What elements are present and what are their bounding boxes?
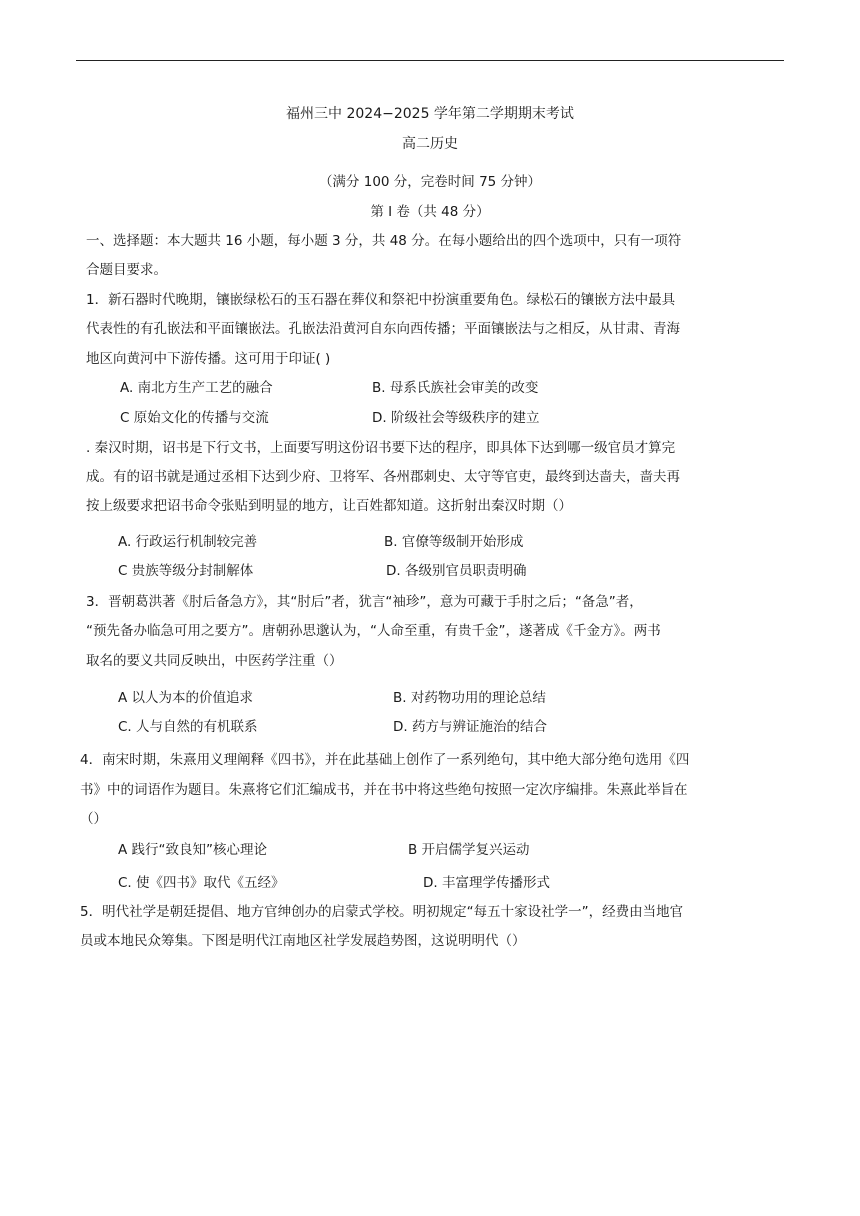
header-rule (76, 60, 784, 61)
question-4-option-d: D. 丰富理学传播形式 (423, 875, 550, 891)
question-1-option-a: A. 南北方生产工艺的融合 (120, 380, 273, 396)
question-2-line-1: . 秦汉时期，诏书是下行文书，上面要写明这份诏书要下达的程序，即具体下达到哪一级官员才算完 (86, 440, 676, 456)
question-2-option-d: D. 各级别官员职责明确 (386, 563, 527, 579)
question-1-option-d: D. 阶级社会等级秩序的建立 (372, 410, 540, 426)
question-3-line-1: 3．晋朝葛洪著《肘后备急方》，其“肘后”者，犹言“袖珍”，意为可藏于手肘之后；“备急”者， (86, 594, 643, 610)
question-4-option-a: A 践行“致良知”核心理论 (118, 842, 268, 858)
question-2-line-2: 成。有的诏书就是通过丞相下达到少府、卫将军、各州郡刺史、太守等官吏，最终到达啬夫，啬夫再 (86, 469, 680, 485)
question-1-option-b: B. 母系氏族社会审美的改变 (372, 380, 539, 396)
question-4-line-2: 书》中的词语作为题目。朱熹将它们汇编成书，并在书中将这些绝句按照一定次序编排。朱熹此举旨在 (80, 782, 688, 798)
question-1-line-2: 代表性的有孔嵌法和平面镶嵌法。孔嵌法沿黄河自东向西传播；平面镶嵌法与之相反，从甘肃、青海 (86, 321, 680, 337)
question-1-line-1: 1．新石器时代晚期，镶嵌绿松石的玉石器在葬仪和祭祀中扮演重要角色。绿松石的镶嵌方法中最具 (86, 292, 676, 308)
question-3-option-b: B. 对药物功用的理论总结 (393, 690, 546, 706)
exam-info: （满分 100 分，完卷时间 75 分钟） (318, 174, 542, 190)
question-2-option-c: C 贵族等级分封制解体 (118, 563, 254, 579)
question-4-option-b: B 开启儒学复兴运动 (408, 842, 530, 858)
question-2-option-b: B. 官僚等级制开始形成 (384, 534, 524, 550)
instructions-line-1: 一、选择题：本大题共 16 小题，每小题 3 分，共 48 分。在每小题给出的四个选项中，只有一项符 (86, 233, 682, 249)
question-4-line-3: （） (80, 811, 107, 827)
question-1-line-3: 地区向黄河中下游传播。这可用于印证( ) (86, 351, 331, 367)
question-3-option-c: C. 人与自然的有机联系 (118, 719, 258, 735)
question-1-option-c: C 原始文化的传播与交流 (120, 410, 269, 426)
exam-title: 福州三中 2024−2025 学年第二学期期末考试 (286, 106, 574, 122)
question-2-line-3: 按上级要求把诏书命令张贴到明显的地方，让百姓都知道。这折射出秦汉时期（） (86, 498, 572, 514)
question-4-option-c: C. 使《四书》取代《五经》 (118, 875, 285, 891)
exam-subject: 高二历史 (402, 136, 458, 152)
question-3-line-3: 取名的要义共同反映出，中医药学注重（） (86, 653, 343, 669)
question-3-line-2: “预先备办临急可用之要方”。唐朝孙思邈认为，“人命至重，有贵千金”，遂著成《千金方》。两书 (86, 623, 661, 639)
question-3-option-d: D. 药方与辨证施治的结合 (393, 719, 547, 735)
question-5-line-2: 员或本地民众筹集。下图是明代江南地区社学发展趋势图，这说明明代（） (80, 933, 526, 949)
question-3-option-a: A 以人为本的价值追求 (118, 690, 254, 706)
question-5-line-1: 5．明代社学是朝廷提倡、地方官绅创办的启蒙式学校。明初规定“每五十家设社学一”，经费由当地官 (80, 904, 684, 920)
instructions-line-2: 合题目要求。 (86, 262, 167, 278)
section-title: 第 I 卷（共 48 分） (370, 204, 490, 220)
question-4-line-1: 4．南宋时期，朱熹用义理阐释《四书》，并在此基础上创作了一系列绝句，其中绝大部分绝句选用《四 (80, 752, 690, 768)
question-2-option-a: A. 行政运行机制较完善 (118, 534, 258, 550)
